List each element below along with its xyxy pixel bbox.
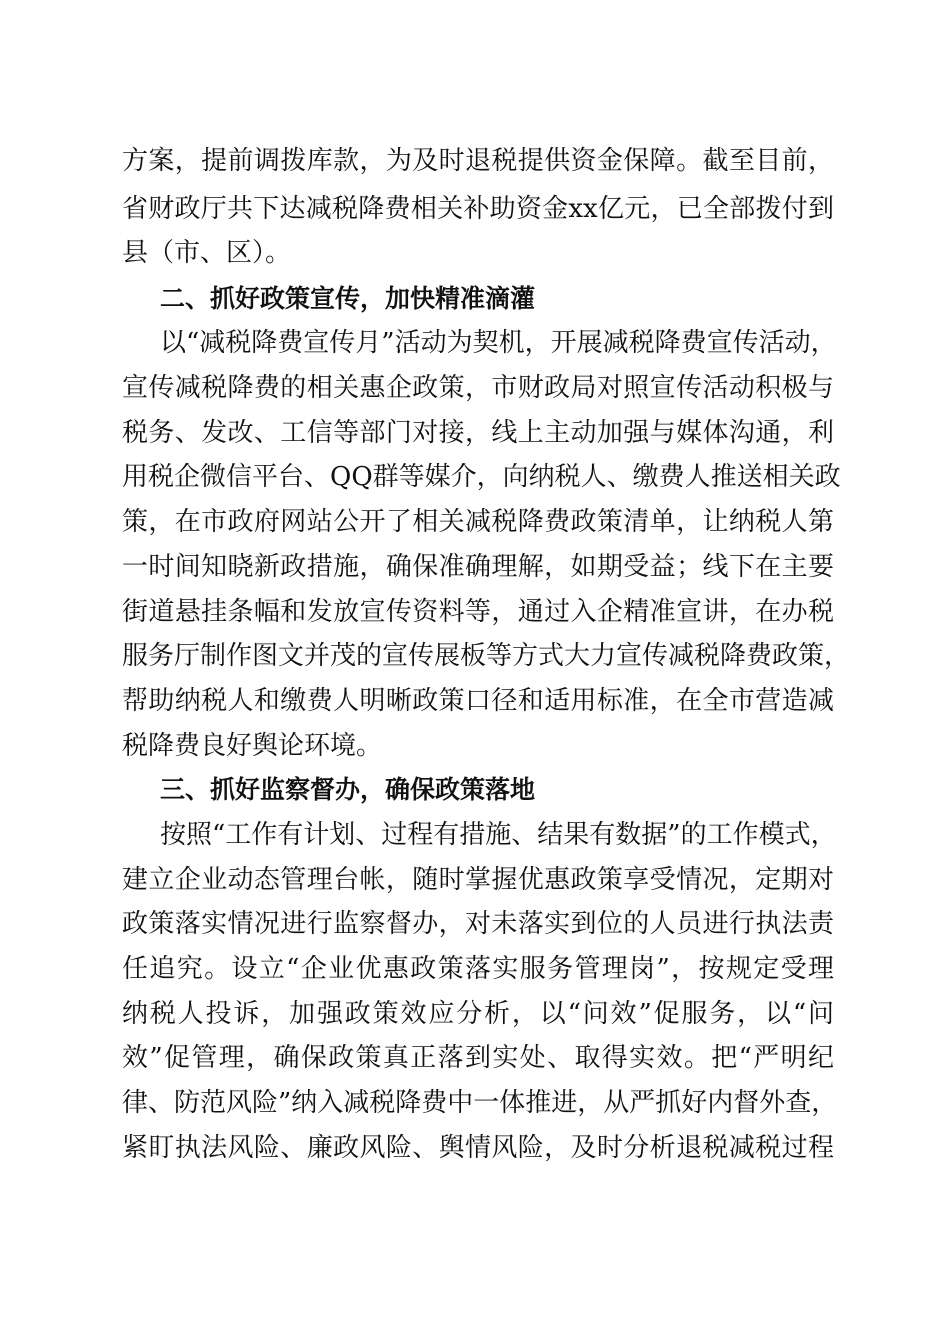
paragraph-line: 县（市、区）。: [122, 238, 292, 268]
paragraph-line: 以“减税降费宣传月”活动为契机，开展减税降费宣传活动，: [160, 328, 837, 358]
paragraph-line: 税务、发改、工信等部门对接，线上主动加强与媒体沟通，利: [122, 418, 834, 448]
paragraph-line: 策，在市政府网站公开了相关减税降费政策清单，让纳税人第: [122, 507, 834, 537]
paragraph-line: 律、防范风险”纳入减税降费中一体推进，从严抓好内督外查，: [122, 1088, 838, 1118]
paragraph-line: 省财政厅共下达减税降费相关补助资金xx亿元，已全部拨付到: [122, 194, 834, 224]
paragraph-line: 宣传减税降费的相关惠企政策，市财政局对照宣传活动积极与: [122, 373, 834, 403]
section-heading-2: 二、抓好政策宣传，加快精准滴灌: [160, 284, 536, 313]
paragraph-line: 税降费良好舆论环境。: [122, 731, 383, 761]
paragraph-line: 纳税人投诉，加强政策效应分析，以“问效”促服务，以“问: [122, 999, 834, 1029]
paragraph-line: 方案，提前调拨库款，为及时退税提供资金保障。截至目前，: [122, 146, 834, 176]
section-heading-3: 三、抓好监察督办，确保政策落地: [160, 775, 536, 804]
paragraph-line: 政策落实情况进行监察督办，对未落实到位的人员进行执法责: [122, 909, 834, 939]
paragraph-line: 服务厅制作图文并茂的宣传展板等方式大力宣传减税降费政策，: [122, 641, 851, 671]
paragraph-line: 按照“工作有计划、过程有措施、结果有数据”的工作模式，: [160, 820, 837, 850]
paragraph-line: 帮助纳税人和缴费人明晰政策口径和适用标准，在全市营造减: [122, 686, 834, 716]
paragraph-line: 一时间知晓新政措施，确保准确理解，如期受益；线下在主要: [122, 552, 834, 582]
paragraph-line: 紧盯执法风险、廉政风险、舆情风险，及时分析退税减税过程: [122, 1133, 834, 1163]
paragraph-line: 任追究。设立“企业优惠政策落实服务管理岗”，按规定受理: [122, 954, 834, 984]
paragraph-line: 用税企微信平台、QQ群等媒介，向纳税人、缴费人推送相关政: [122, 462, 841, 492]
paragraph-line: 效”促管理，确保政策真正落到实处、取得实效。把“严明纪: [122, 1043, 834, 1073]
paragraph-line: 街道悬挂条幅和发放宣传资料等，通过入企精准宣讲，在办税: [122, 597, 834, 627]
paragraph-line: 建立企业动态管理台帐，随时掌握优惠政策享受情况，定期对: [122, 865, 834, 895]
